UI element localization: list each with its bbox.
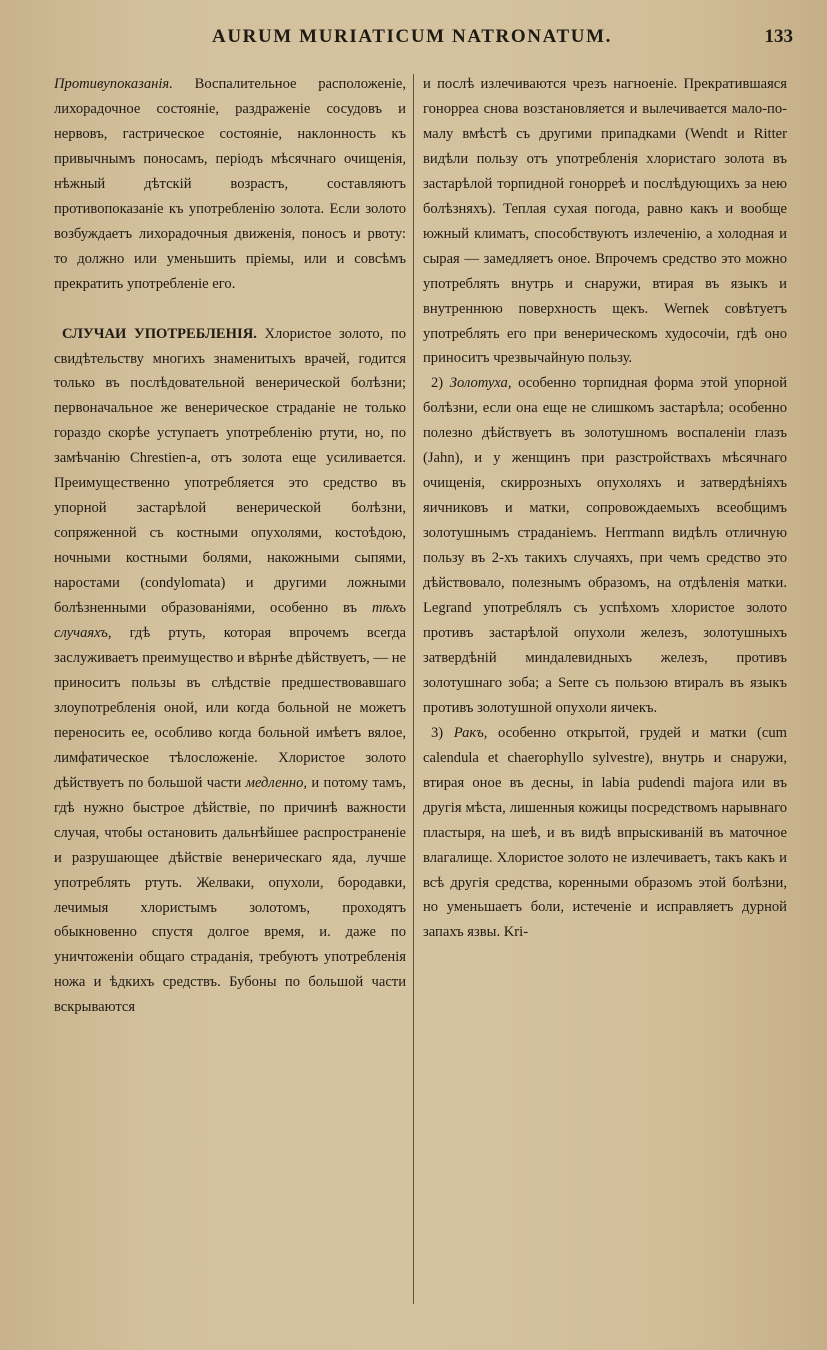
page-number: 133 — [764, 26, 793, 47]
scrofula-term: Золотуха, — [449, 375, 512, 392]
cancer-number: 3) — [431, 724, 444, 741]
scrofula-text: особенно торпидная форма этой упорной болѣзни, если она еще не слишкомъ застарѣла; особенно полезно дѣйствуетъ въ золотушномъ воспаленіи глазъ (Jahn), и у женщинъ при разстройствахъ мѣсячнаго очищенія, скиррозныхъ опухоляхъ и затвердѣніяхъ яичниковъ и матки, сопровождаемыхъ всеобщимъ золотушнымъ страданіемъ. Herrmann видѣлъ отличную пользу въ 2-хъ такихъ случаяхъ, при чемъ средство это дѣйствовало, полезнымъ образомъ, на отдѣленія матки. Legrand употреблялъ съ успѣхомъ хлористое золото противъ застарѣлой опухоли железъ, золотушныхъ затвердѣній миндалевидныхъ железъ, противъ золотушнаго зоба; а Serre съ пользою втиралъ въ языкъ противъ золотушной опухоли яичекъ. — [423, 375, 787, 716]
cancer-term: Ракъ, — [453, 724, 488, 741]
cancer-paragraph — [423, 721, 787, 946]
running-title: AURUM MURIATICUM NATRONATUM. — [212, 26, 612, 47]
usage-text-a: Хлористое золото, по свидѣтельству многихъ знаменитыхъ врачей, годится только въ послѣдовательной венерической болѣзни; первоначальное же венерическое страданіе не только гораздо скорѣе уступаетъ употребленію ртути, но, по замѣчанію Chrestien-а, отъ золота еще усиливается. Преимущественно употребляется это средство въ упорной застарѣлой венерической болѣзни, сопряженной съ костными опухолями, костоѣдою, ночными костными болями, накожными сыпями, наростами (condylomata) и другими ложными болѣзненными образованіями, особенно въ — [54, 325, 406, 617]
usage-text-c: и потому тамъ, гдѣ нужно быстрое дѣйствіе, по причинѣ важности случая, чтобы остановить дальнѣйшее распространеніе и разрушающее дѣйствіе венерическаго яда, лучше употреблять ртуть. Желваки, опухоли, бородавки, лечимыя хлористымъ золотомъ, проходятъ обыкновенно спустя долгое время, и. даже по уничтоженіи общаго страданія, требуютъ употребленія ножа и ѣдкихъ средствъ. Бубоны по большой части вскрываются — [54, 774, 406, 1016]
cancer-text: особенно открытой, грудей и матки (cum calendula et chaerophyllo sylvestre), внутрь и снаружи, втирая оное въ десны, in labia pudendi majora или въ другія мѣста, лишенныя кожицы посредствомъ нарывнаго пластыря, на шеѣ, и въ видѣ впрыскиваній въ маточное влагалище. Хлористое золото не излечиваетъ, такъ какъ и всѣ другія средства, коренными образомъ этой болѣзни, но уменьшаетъ боли, истеченіе и исправляетъ дурной запахъ язвы. Kri- — [423, 724, 787, 941]
contraindications-paragraph — [54, 72, 406, 297]
usage-italic-a: тѣхъ случаяхъ, — [54, 600, 406, 642]
usage-text-b: гдѣ ртуть, которая впрочемъ всегда заслуживаетъ преимущество и вѣрнѣе дѣйствуетъ, — не приноситъ пользы въ слѣдствіе предшествовавшаго злоупотребленія оной, или когда больной не можетъ переносить ее, особливо когда больной имѣетъ вялое, лимфатическое тѣлосложеніе. Хлористое золото дѣйствуетъ по большой части — [54, 625, 406, 791]
contraindications-text: Воспалительное расположеніе, лихорадочное состояніе, раздраженіе сосудовъ и нервовъ, гастрическое состояніе, наклонность къ привычнымъ поносамъ, періодъ мѣсячнаго очищенія, нѣжный дѣтскій возрастъ, составляютъ противопоказаніе къ употребленію золота. Если золото возбуждаетъ лихорадочныя движенія, поносъ и рвоту: то должно или уменьшить пріемы, или и совсѣмъ прекратить употребленіе его. — [54, 76, 406, 292]
scrofula-paragraph — [423, 371, 787, 720]
usage-italic-b: медленно, — [245, 774, 308, 791]
right-column — [423, 72, 787, 1344]
left-column — [54, 72, 406, 1344]
contraindications-term: Противупоказанія. — [54, 76, 173, 92]
usage-cases-paragraph — [54, 322, 406, 1021]
syphilis-continuation-paragraph — [423, 72, 787, 371]
page-header — [0, 26, 827, 52]
syphilis-continuation-text: и послѣ излечиваются чрезъ нагноеніе. Прекратившаяся гонорреа снова возстановляется и вылечивается мало-по-малу вмѣстѣ съ другими припадками (Wendt и Ritter видѣли пользу отъ употребленія хлористаго золота въ застарѣлой торпидной гонорреѣ и послѣдующихъ за нею болѣзняхъ). Теплая сухая погода, равно какъ и вообще южный климатъ, способствуютъ излеченію, а холодная и сырая — замедляетъ оное. Впрочемъ средство это можно употреблять внутрь и снаружи, втирая въ языкъ и внутреннюю поверхность щекъ. Wernek совѣтуетъ употреблять его при венерическомъ худосочіи, гдѣ оно приноситъ чрезвычайную пользу. — [423, 76, 787, 367]
column-divider — [413, 74, 414, 1304]
scrofula-number: 2) — [431, 375, 444, 392]
usage-cases-heading: СЛУЧАИ УПОТРЕБЛЕНІЯ. — [62, 325, 257, 342]
